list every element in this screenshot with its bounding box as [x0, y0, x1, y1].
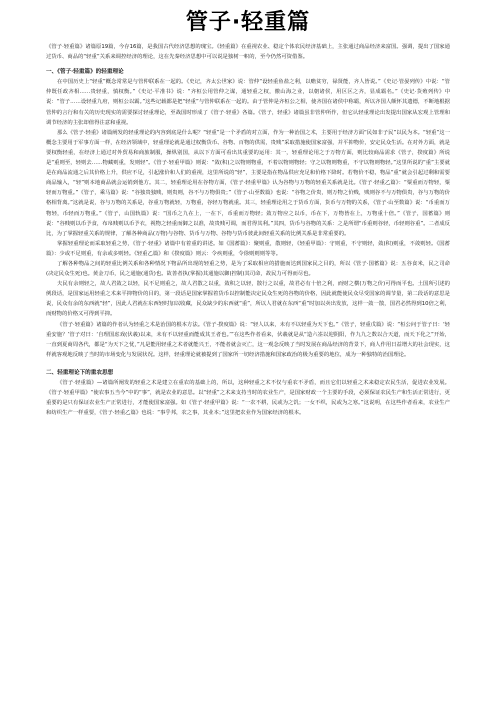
section1-paragraph-6: 《管子·轻重篇》诸篇的作者认为轻重之术是治国的根本方法。《管子·揆度篇》说：“轻人以来，未有不以轻重为天下也。”《管子，轻重戊篇》说：“桓公问于管子曰：‘轻重安施？’管子对曰：‘自理国虑戏(伏羲)以来，未有不以轻重而能成其王者也。’”在这些作者看来，伏羲就是从“造六峜以迎阴阳，作九九之数以合天道，而天下化之”开始，一直到夏商周各代，都是“为天下之忧，”凡是能用轻重之术者就能兴王，不能者就会灭亡，这一观念反映了当时发展在商品经济的背景下，商人作用日益增大的社会现实，这样就客观地反映了当时的市场变化与发展状况。这样，轻重理论就被提到了国家所一切经济措施和国家政治的极为重要的地位，成为一种独特的治国理论。	[46, 321, 450, 358]
section1-paragraph-3: 掌握轻重理论而采取轻重之势，《管子·轻重》诸篇中有着重的讲述。如《国蓄篇》：聚则重，散则轻，《轻重甲篇》：守则重，不守则轻，敛(积)则重，不敛则轻。《国蓄篇》：少或不足则重，有余或多则轻。《轻重乙篇》和《揆度篇》则云：令疾则重，令徐则则则等等。	[46, 240, 450, 257]
section1-paragraph-4: 了解各种物品之间的轻重比例关系和各种情况下物品所出现的轻重之势，是为了采取相应的措施而达到国家民之目的，所以《管子·国蓄篇》说：五谷食米，民之司命(决定民众生死)也。黄金刀币，民之通施(通货)也。故善者执(掌握)其通施以御(控制)其司命，故民力可得而尽也。	[46, 260, 450, 278]
section1-paragraph-5: 夫民有余则轻之，故人君敛之以轻，民不足则重之，故人君散之以重，敛积之以轻，散行之以重，故君必有十倍之利，而财之横(万物之价)可得而平也。土国所引述的例段话，是国家运用轻重之术来平抑物价的目的，第一段话是国家掌握着货币以控制能决定民众生死的谷物的价格，因此就能使民众尽受国家的调节量，第二段话的意思是说，民众有余的东西就“轻”，因此人君就在东西轻时加以收藏，民众缺少的东西就“重”，所以人君就在东西“重”时加以卖出发放，这样一敛一散，国君必然得到10倍之利，而财物的价格又可得到平抑。	[46, 281, 450, 318]
section-heading-2: 二、轻重理论下的重农思想	[46, 369, 114, 376]
section1-paragraph-2: 那么《管子·轻重》诸篇阐发的轻重理论的内容到底是什么呢？“轻重”是一个矛盾的对立面，作为一种治国之术，主要用于经济方面“民如非子民”以民为本。“轻重”这一概念主要用于军事方面一样，在经济领域中，轻重理论就是通过权衡货币、谷物、百物的供需，贵贱”采取措施使国家富强，并平抑物价，安定民众生活。在对外方面，就是要权衡轻重，在经济上通过对外贸易和商旅制服，操纵别国，从以下方面可看出其重要的运用：其一，轻重理论用之于万物方面，则比较商品需求《管子，揆度篇》所说是“重则至，轻则去……物藏则重，发则轻”。《管子·轻重甲篇》则说：“敛(积)之以物则物重，不着以物则物轻；守之以物则物重，不守以物则物轻。”这里所说的“重”主要就是在商品流通之后其价格上升，供应不足，引起涨价和人们的重视，这里所说的“轻”，主要是指在物品供应充足和价格下降时。若物价不稳，物品“重”就会引起过剩和需要商品输入，“轻”则本地商品就会运销到他方。其二，轻重理论用在谷物方面，《管子·轻重甲篇》认为谷物与万物的轻重关系就是比。《管子·轻重乙篇》：“粟重而万物轻，粟轻而万物重。”《管子，乘马篇》说：“谷独贵独贱，则贵则，谷不与万物俱贵；”《管子·山至数篇》也说：“谷物之价贵，则万物之价贱，贱则谷不与万物俱贵，谷与万物的价格相背离。”这就是说，谷与万物的关系是，谷重万物就轻，万物重，谷轻万物就重。其三，轻重理论用之于货币方面，货币与万物的关系，《管子·山至数篇》说：“币重而万物轻，币轻而万物重。”《管子，山国轨篇》说：“国币之九在上，一在下，币重而万物轻；敛万物应之以币，币在下，万物皆在上，万物重十倍。”《管子，国蓄篇》则说：“谷贱则以币予食，布帛贱则以币予衣，视物之轻重而御之以准，故贵贱可调，而君得其利。”其四，货币与谷物的关系：之是所谓“币重则谷轻，币轻则谷重”。二者成反比，为了掌握轻重关系的规律，了解各种商品(万物)与谷物、货币与万物、谷物与货币彼此间轻重关系的比例关系是非常重要的。	[46, 129, 450, 237]
section2-paragraph-1: 《管子·轻重篇》—诸篇所阐发的轻重之术是建立在重农的基础上的，所以，这种轻重之术不仅与重农不矛盾，而且它们以轻重之术来稳定农民生活，促进农业发展。《管子·轻重甲篇》“使农事五当今”中的“事”，就是农业的意思。以“轻重”之术来支持当时的农业生产，是国家财政一个主要的手段，必须保证农民生产和生活正常进行，更重要的是只有保证农业生产正常进行，才能使国家富强。如《管子·轻重甲篇》说：“一农不耕，民或为之饥；一女不织，民或为之寒。”这说明，在这些作者看来，农业生产和纺织生产一样重要，《管子·轻重乙篇》也说：“事乎邦，农之事，其业本；”这里把农业作为国家经济的根本。	[46, 380, 450, 417]
abstract-paragraph: 《管子·轻重篇》诸篇原19篇，今存16篇，是我国古代经济思想的瑰宝。《轻重篇》在重视农业、稳定个体农民经济基础上，主张通过商品经济来富国。强调，提出了国家通过货币、商品的“轻重”关系来调控经济的理论，这在先秦经济思想中可以说是独树一帜的，至今仍然可资借鉴。	[46, 44, 450, 61]
section-heading-1: 一、《管子·轻重篇》的轻重理论	[46, 69, 124, 76]
section1-paragraph-1: 在中国历史上“轻重”概念常常是与管仲联系在一起的。《史记，齐太公世家》说：管仲“设轻重鱼盐之利，以赡贫穷，禄贤能，齐人皆说。”《史记·管晏列传》中说：“管仲既任政齐相……贵轻重，慎权衡。”《史记·平准书》说：“齐桓公用管仲之谋，通轻重之权，徼山海之业，以朝诸侯，用区区之齐，显成霸名。”《史记·货殖列传》中说：“管子……设轻重九府，则桓公以霸。”这些记载都是把“轻重”与管仲联系在一起的。由于管仲是齐桓公之相，使齐国在诸侯中称霸，所以齐国人颇怀其遗德，不断地根据管仲的言行和有关的历史现实的需要探讨轻重理论，至战国时形成了《管子·轻重》各篇。《管子，轻重》诸篇虽非管仲所作，但它认轻重理论出发提出国家从宏观上管理和调节经济的主张却值得注意和重视。	[46, 79, 450, 126]
document-title: 管子·轻重篇	[185, 10, 311, 35]
